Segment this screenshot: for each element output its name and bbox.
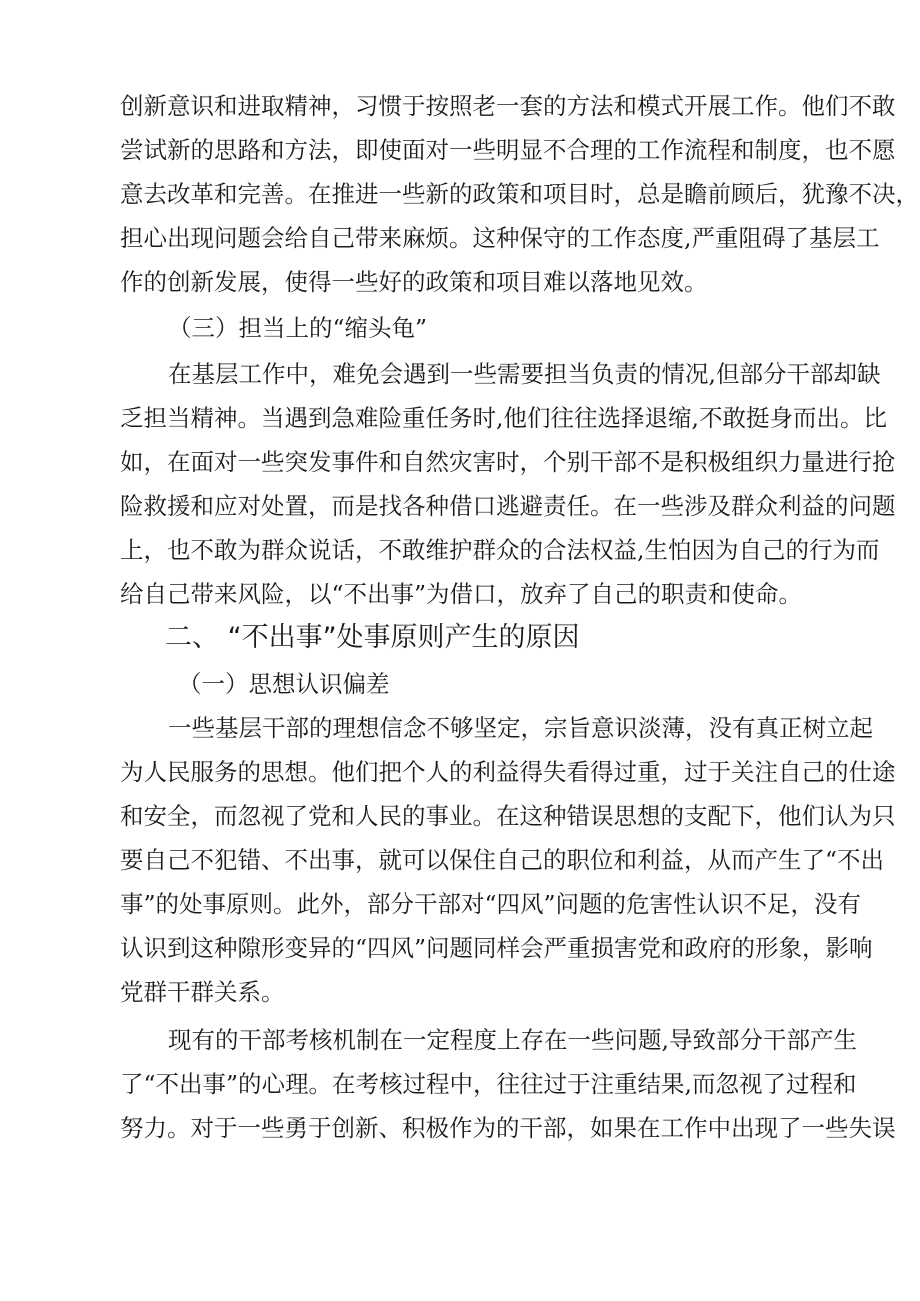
paragraph-line: 上，也不敢为群众说话，不敢维护群众的合法权益,生怕因为自己的行为而 <box>120 536 880 564</box>
paragraph-line: 努力。对于一些勇于创新、积极作为的干部，如果在工作中出现了一些失误 <box>120 1114 896 1142</box>
section-heading: 二、 “不出事”处事原则产生的原因 <box>165 622 580 653</box>
paragraph-line: 和安全，而忽视了党和人民的事业。在这种错误思想的支配下，他们认为只 <box>120 802 896 830</box>
subheading-3: （三）担当上的“缩头龟” <box>168 314 428 342</box>
paragraph-line: 要自己不犯错、不出事，就可以保住自己的职位和利益，从而产生了“不出 <box>120 846 885 874</box>
paragraph-line: 如，在面对一些突发事件和自然灾害时，个别干部不是积极组织力量进行抢 <box>120 448 896 476</box>
paragraph-line: 一些基层干部的理想信念不够坚定，宗旨意识淡薄，没有真正树立起 <box>168 714 873 742</box>
paragraph-line: 了“不出事”的心理。在考核过程中，往往过于注重结果,而忽视了过程和 <box>120 1070 857 1098</box>
paragraph-line: 为人民服务的思想。他们把个人的利益得失看得过重，过于关注自己的仕途 <box>120 758 896 786</box>
paragraph-line: 担心出现问题会给自己带来麻烦。这种保守的工作态度,严重阻碍了基层工 <box>120 224 880 252</box>
paragraph-line: 意去改革和完善。在推进一些新的政策和项目时，总是瞻前顾后，犹豫不决， <box>120 180 919 208</box>
paragraph-line: 尝试新的思路和方法，即使面对一些明显不合理的工作流程和制度，也不愿 <box>120 136 896 164</box>
subheading-1: （一）思想认识偏差 <box>178 670 390 698</box>
paragraph-line: 险救援和应对处置，而是找各种借口逃避责任。在一些涉及群众利益的问题 <box>120 492 896 520</box>
paragraph-line: 在基层工作中，难免会遇到一些需要担当负责的情况,但部分干部却缺 <box>168 360 881 388</box>
paragraph-line: 事”的处事原则。此外，部分干部对“四风”问题的危害性认识不足，没有 <box>120 890 862 918</box>
paragraph-line: 认识到这种隙形变异的“四风”问题同样会严重损害党和政府的形象，影响 <box>120 934 873 962</box>
paragraph-line: 党群干群关系。 <box>120 978 285 1006</box>
paragraph-line: 乏担当精神。当遇到急难险重任务时,他们往往选择退缩,不敢挺身而出。比 <box>120 404 887 432</box>
paragraph-line: 作的创新发展，使得一些好的政策和项目难以落地见效。 <box>120 268 708 296</box>
paragraph-line: 现有的干部考核机制在一定程度上存在一些问题,导致部分干部产生 <box>168 1026 857 1054</box>
paragraph-line: 创新意识和进取精神，习惯于按照老一套的方法和模式开展工作。他们不敢 <box>120 92 896 120</box>
paragraph-line: 给自己带来风险，以“不出事”为借口，放弃了自己的职责和使命。 <box>120 580 803 608</box>
